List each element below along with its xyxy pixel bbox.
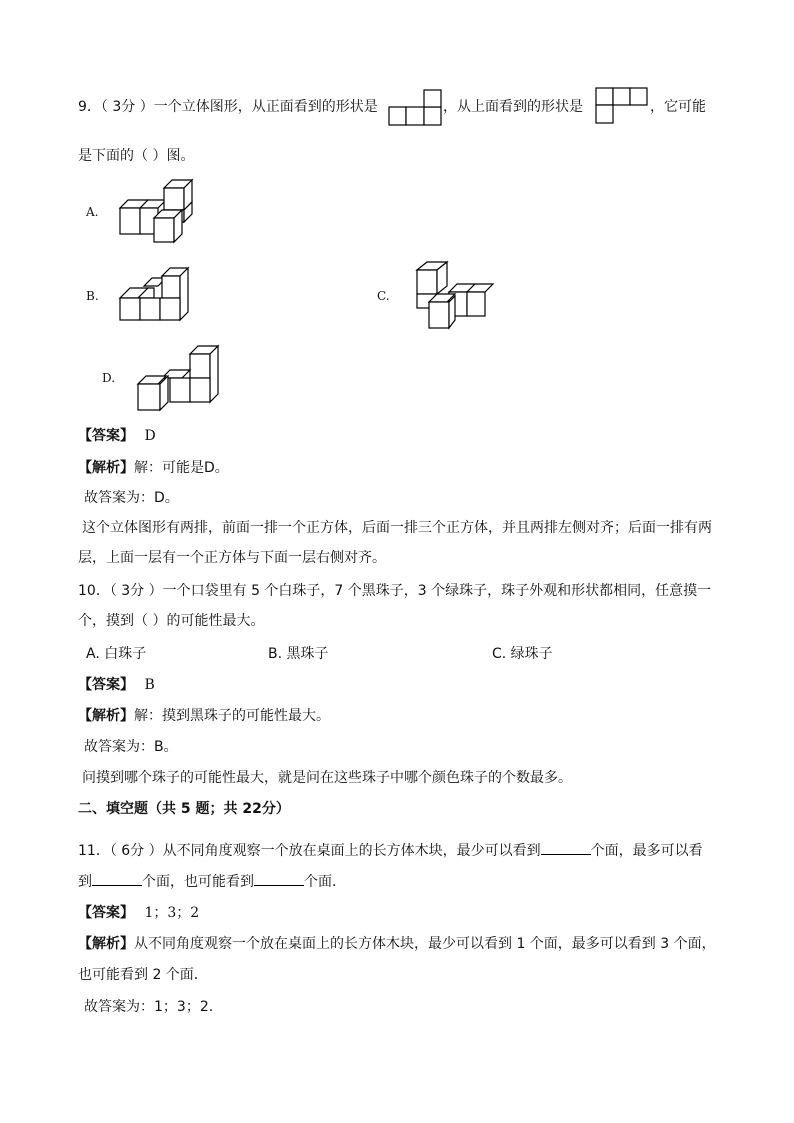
q11-line1 <box>78 840 703 861</box>
q11-blank-1[interactable] <box>541 840 591 855</box>
q11-answer: 1；3；2 <box>144 905 200 921</box>
option-a-figure <box>118 178 194 246</box>
q9-prefix: 9．（ 3分 ）一个立体图形，从正面看到的形状是 <box>78 99 378 115</box>
q9-explain-2: 层，上面一层有一个正方体与下面一层右侧对齐。 <box>78 550 386 566</box>
q11-line2 <box>78 871 346 892</box>
section-title: 二、填空题（共 5 题；共 22分） <box>78 801 290 817</box>
q9-explain-1: 这个立体图形有两排，前面一排一个正方体，后面一排三个正方体，并且两排左侧对齐；后面一排有两 <box>82 520 712 536</box>
q10-analysis-row <box>78 706 330 726</box>
option-a-label: A. <box>86 205 99 219</box>
q10-analysis: 解：摸到黑珠子的可能性最大。 <box>134 708 330 724</box>
q11-analysis-1: 从不同角度观察一个放在桌面上的长方体木块，最少可以看到 1 个面，最多可以看到 3 个面， <box>134 936 716 952</box>
q10-answer: B <box>144 677 155 693</box>
q11-conclusion: 故答案为：1；3；2. <box>84 999 214 1015</box>
option-c-figure <box>415 260 497 330</box>
analysis-label: 【解析】 <box>78 936 134 952</box>
q9-middle-text: ，从上面看到的形状是 <box>443 99 583 115</box>
q9-answer: D <box>144 428 156 444</box>
q9-analysis-row <box>78 458 229 478</box>
q11-text-2b: 个面，也可能看到 <box>142 874 254 890</box>
analysis-label: 【解析】 <box>78 708 134 724</box>
q11-analysis-2: 也可能看到 2 个面． <box>78 967 208 983</box>
q11-answer-row <box>78 903 199 923</box>
option-d-label: D. <box>102 371 116 385</box>
q10-explain: 问摸到哪个珠子的可能性最大，就是问在这些珠子中哪个颜色珠子的个数最多。 <box>82 770 572 786</box>
q9-suffix-text: ，它可能 <box>650 99 706 115</box>
answer-label: 【答案】 <box>78 677 134 693</box>
answer-label: 【答案】 <box>78 428 134 444</box>
q9-line2: 是下面的（ ）图。 <box>78 148 195 164</box>
q11-blank-2[interactable] <box>92 871 142 886</box>
q10-option-b: B. 黑珠子 <box>268 646 329 662</box>
analysis-label: 【解析】 <box>78 460 134 476</box>
front-view-figure <box>388 89 442 127</box>
q10-conclusion: 故答案为：B。 <box>84 739 178 755</box>
q10-line1: 10．（ 3分 ）一个口袋里有 5 个白珠子，7 个黑珠子，3 个绿珠子，珠子外观和形状都相同，任意摸一 <box>78 583 712 599</box>
q10-option-a: A. 白珠子 <box>86 646 147 662</box>
q9-line1 <box>78 97 378 117</box>
q10-answer-row <box>78 675 155 695</box>
option-b-label: B. <box>86 289 99 303</box>
answer-label: 【答案】 <box>78 905 134 921</box>
top-view-figure <box>595 87 649 125</box>
q11-blank-3[interactable] <box>254 871 304 886</box>
q9-conclusion: 故答案为：D。 <box>84 490 179 506</box>
option-b-figure <box>118 266 192 324</box>
q9-answer-row <box>78 426 156 446</box>
option-d-figure <box>136 344 222 412</box>
q11-analysis-row <box>78 934 716 954</box>
q10-option-c: C. 绿珠子 <box>492 646 553 662</box>
q10-line2: 个，摸到（ ）的可能性最大。 <box>78 613 265 629</box>
q11-text-1a: 11．（ 6分 ）从不同角度观察一个放在桌面上的长方体木块，最少可以看到 <box>78 843 541 859</box>
option-c-label: C. <box>377 289 390 303</box>
q11-text-2a: 到 <box>78 874 92 890</box>
q11-text-1b: 个面，最多可以看 <box>590 843 703 859</box>
q9-analysis: 解：可能是D。 <box>134 460 229 476</box>
q11-text-2c: 个面． <box>304 874 346 890</box>
